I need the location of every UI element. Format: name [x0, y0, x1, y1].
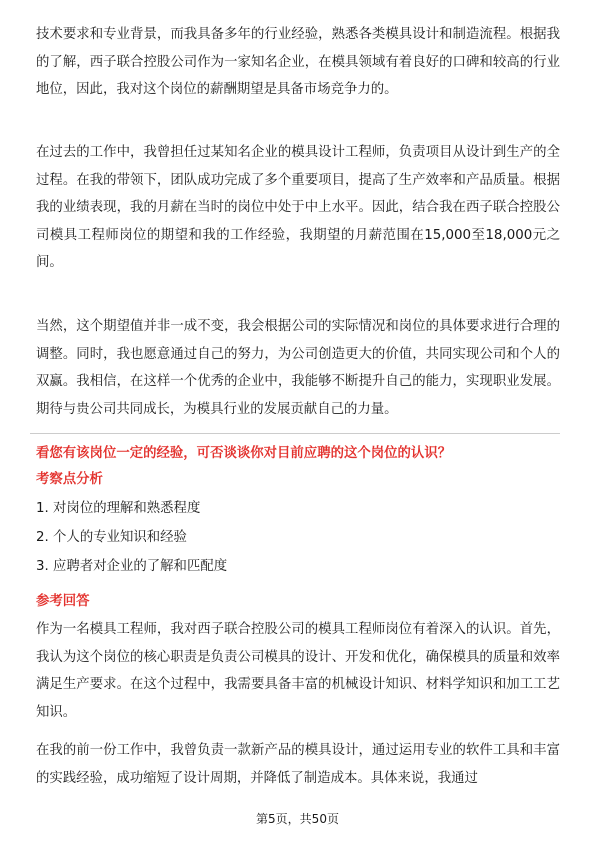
answer-title: 参考回答	[36, 594, 90, 609]
section-divider	[30, 433, 560, 434]
analysis-title: 考察点分析	[36, 472, 103, 487]
page-number-footer: 第5页，共50页	[256, 812, 339, 826]
answer-paragraph-1: 作为一名模具工程师，我对西子联合控股公司的模具工程师岗位有着深入的认识。首先，我认为这个岗位的核心职责是负责公司模具的设计、开发和优化，确保模具的质量和效率满足生产要求。在这个过程中，我需要具备丰富的机械设计知识、材料学知识和加工工艺知识。	[36, 622, 560, 720]
salary-expectation-paragraph-3: 当然，这个期望值并非一成不变，我会根据公司的实际情况和岗位的具体要求进行合理的调整。同时，我也愿意通过自己的努力，为公司创造更大的价值，共同实现公司和个人的双赢。我相信，在这样一个优秀的企业中，我能够不断提升自己的能力，实现职业发展。期待与贵公司共同成长，为模具行业的发展贡献自己的力量。	[36, 319, 560, 417]
analysis-item: 1. 对岗位的理解和熟悉程度	[36, 501, 201, 516]
salary-expectation-paragraph-2: 在过去的工作中，我曾担任过某知名企业的模具设计工程师，负责项目从设计到生产的全过程。在我的带领下，团队成功完成了多个重要项目，提高了生产效率和产品质量。根据我的业绩表现，我的月薪在当时的岗位中处于中上水平。因此，结合我在西子联合控股公司模具工程师岗位的期望和我的工作经验，我期望的月薪范围在15,000至18,000元之间。	[36, 145, 560, 270]
salary-expectation-paragraph-1: 技术要求和专业背景，而我具备多年的行业经验，熟悉各类模具设计和制造流程。根据我的了解，西子联合控股公司作为一家知名企业，在模具领域有着良好的口碑和较高的行业地位，因此，我对这个岗位的薪酬期望是具备市场竞争力的。	[36, 27, 560, 97]
analysis-item: 3. 应聘者对企业的了解和匹配度	[36, 559, 228, 574]
interview-question: 看您有该岗位一定的经验，可否谈谈你对目前应聘的这个岗位的认识？	[36, 446, 452, 461]
analysis-item: 2. 个人的专业知识和经验	[36, 530, 187, 545]
answer-paragraph-2: 在我的前一份工作中，我曾负责一款新产品的模具设计，通过运用专业的软件工具和丰富的实践经验，成功缩短了设计周期，并降低了制造成本。具体来说，我通过	[36, 743, 560, 786]
